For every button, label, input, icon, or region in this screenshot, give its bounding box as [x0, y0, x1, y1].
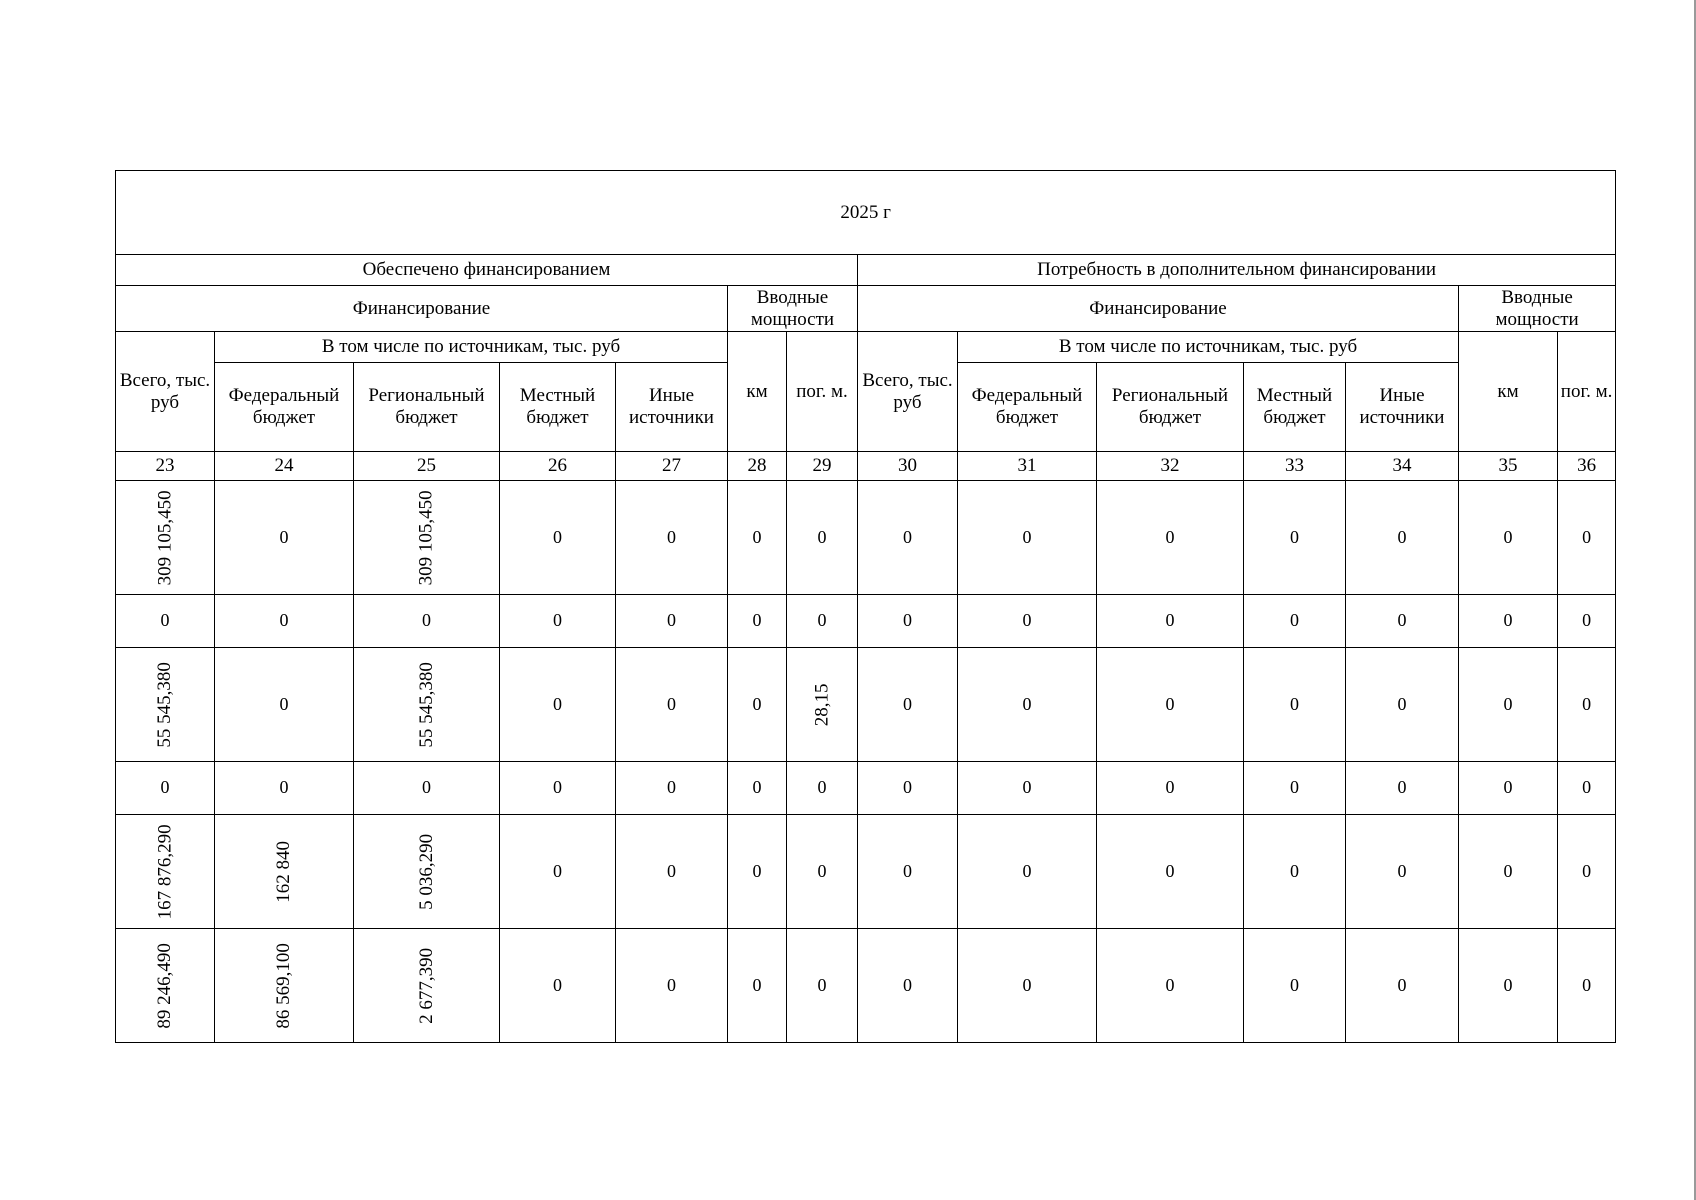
cell-value: 0	[1022, 526, 1032, 547]
table-cell	[616, 648, 728, 762]
table-cell	[958, 648, 1097, 762]
cell-value: 0	[1022, 777, 1032, 798]
table-cell	[354, 595, 500, 648]
cell-value: 0	[1165, 526, 1175, 547]
cell-value: 0	[1582, 610, 1592, 631]
col-local-secured: Местный бюджет	[500, 363, 616, 452]
table-cell	[1459, 648, 1558, 762]
column-number: 34	[1346, 452, 1459, 481]
column-number: 25	[354, 452, 500, 481]
cell-value: 0	[1503, 610, 1513, 631]
financing-table	[115, 170, 1616, 1043]
cell-value: 0	[667, 526, 676, 547]
column-number: 29	[787, 452, 858, 481]
column-number: 36	[1558, 452, 1616, 481]
table-cell	[787, 648, 858, 762]
cell-value: 0	[1165, 860, 1175, 881]
table-cell	[1346, 481, 1459, 595]
col-federal-needed: Федеральный бюджет	[958, 363, 1097, 452]
table-cell	[215, 481, 354, 595]
cell-value: 0	[160, 610, 170, 631]
column-number: 28	[728, 452, 787, 481]
cell-value: 0	[903, 693, 912, 714]
col-km-secured: км	[728, 332, 787, 452]
cell-value: 309 105,450	[154, 490, 176, 585]
cell-value: 0	[553, 974, 562, 995]
column-number: 30	[858, 452, 958, 481]
table-cell	[500, 762, 616, 815]
table-cell	[116, 595, 215, 648]
cell-value: 0	[553, 610, 562, 631]
table-cell	[500, 929, 616, 1043]
table-cell	[1244, 648, 1346, 762]
col-km-needed: км	[1459, 332, 1558, 452]
cell-value: 0	[1165, 974, 1175, 995]
cell-value: 0	[903, 610, 912, 631]
table-cell	[116, 481, 215, 595]
table-cell	[354, 929, 500, 1043]
table-cell	[958, 929, 1097, 1043]
table-row	[116, 648, 1616, 762]
col-local-needed: Местный бюджет	[1244, 363, 1346, 452]
table-cell	[787, 815, 858, 929]
cell-value: 0	[752, 777, 762, 798]
cell-value: 0	[422, 777, 431, 798]
table-cell	[728, 595, 787, 648]
cell-value: 0	[1022, 693, 1032, 714]
col-total-needed: Всего, тыс. руб	[858, 332, 958, 452]
cell-value: 0	[817, 610, 827, 631]
cell-value: 0	[279, 777, 289, 798]
cell-value: 0	[667, 610, 676, 631]
by-sources-secured: В том числе по источникам, тыс. руб	[215, 332, 728, 363]
cell-value: 0	[279, 610, 289, 631]
table-cell	[215, 648, 354, 762]
cell-value: 0	[1503, 974, 1513, 995]
table-row	[116, 815, 1616, 929]
col-regional-secured: Региональный бюджет	[354, 363, 500, 452]
cell-value: 0	[752, 526, 762, 547]
table-cell	[858, 815, 958, 929]
section-needed: Потребность в дополнительном финансировании	[858, 255, 1616, 286]
cell-value: 0	[1397, 777, 1407, 798]
table-cell	[787, 481, 858, 595]
cell-value: 0	[903, 860, 912, 881]
table-cell	[354, 648, 500, 762]
table-cell	[958, 815, 1097, 929]
table-cell	[1558, 762, 1616, 815]
table-cell	[858, 595, 958, 648]
table-cell	[1459, 762, 1558, 815]
table-cell	[215, 595, 354, 648]
table-cell	[1097, 595, 1244, 648]
cell-value: 0	[1582, 526, 1592, 547]
table-cell	[354, 815, 500, 929]
cell-value: 2 677,390	[415, 947, 437, 1024]
cell-value: 0	[752, 860, 762, 881]
cell-value: 0	[903, 526, 912, 547]
table-cell	[500, 481, 616, 595]
column-number: 33	[1244, 452, 1346, 481]
table-cell	[1346, 815, 1459, 929]
table-cell	[1346, 929, 1459, 1043]
table-cell	[858, 762, 958, 815]
cell-value: 0	[1397, 693, 1407, 714]
cell-value: 0	[553, 860, 562, 881]
table-cell	[728, 815, 787, 929]
table-cell	[215, 929, 354, 1043]
table-cell	[1244, 815, 1346, 929]
table-cell	[1097, 762, 1244, 815]
table-cell	[1097, 481, 1244, 595]
cell-value: 0	[1397, 526, 1407, 547]
cell-value: 0	[1503, 777, 1513, 798]
table-cell	[500, 595, 616, 648]
cell-value: 0	[1022, 974, 1032, 995]
table-cell	[116, 929, 215, 1043]
table-cell	[1459, 815, 1558, 929]
cell-value: 0	[422, 610, 431, 631]
table-cell	[215, 815, 354, 929]
table-row	[116, 762, 1616, 815]
table-cell	[500, 648, 616, 762]
table-cell	[1459, 595, 1558, 648]
table-cell	[1459, 481, 1558, 595]
cell-value: 0	[1290, 610, 1299, 631]
col-pogm-secured: пог. м.	[787, 332, 858, 452]
col-federal-secured: Федеральный бюджет	[215, 363, 354, 452]
cell-value: 0	[1582, 693, 1592, 714]
table-cell	[1459, 929, 1558, 1043]
cell-value: 0	[1290, 777, 1299, 798]
table-cell	[215, 762, 354, 815]
table-cell	[116, 815, 215, 929]
cell-value: 55 545,380	[415, 661, 437, 748]
cell-value: 0	[817, 526, 827, 547]
table-cell	[858, 929, 958, 1043]
cell-value: 0	[667, 777, 676, 798]
table-cell	[1244, 762, 1346, 815]
col-other-secured: Иные источники	[616, 363, 728, 452]
table-cell	[1244, 481, 1346, 595]
cell-value: 0	[667, 974, 676, 995]
table-cell	[787, 762, 858, 815]
cell-value: 0	[1022, 610, 1032, 631]
cell-value: 5 036,290	[415, 833, 437, 910]
table-cell	[958, 481, 1097, 595]
cell-value: 0	[752, 693, 762, 714]
col-regional-needed: Региональный бюджет	[1097, 363, 1244, 452]
table-cell	[616, 481, 728, 595]
data-rows	[116, 481, 1616, 1043]
cell-value: 0	[1290, 526, 1299, 547]
cell-value: 0	[1503, 860, 1513, 881]
table-cell	[1244, 595, 1346, 648]
cell-value: 0	[667, 693, 676, 714]
cell-value: 0	[1582, 860, 1592, 881]
cell-value: 89 246,490	[154, 942, 176, 1029]
column-number: 35	[1459, 452, 1558, 481]
cell-value: 0	[667, 860, 676, 881]
financing-header-secured: Финансирование	[116, 286, 728, 332]
table-cell	[958, 762, 1097, 815]
cell-value: 0	[1397, 974, 1407, 995]
cell-value: 0	[1165, 693, 1175, 714]
cell-value: 0	[1582, 777, 1592, 798]
cell-value: 0	[903, 974, 912, 995]
table-cell	[354, 481, 500, 595]
table-cell	[728, 648, 787, 762]
cell-value: 55 545,380	[154, 661, 176, 748]
column-number-row	[116, 452, 1616, 481]
cell-value: 28,15	[811, 683, 833, 726]
column-number: 27	[616, 452, 728, 481]
column-number: 24	[215, 452, 354, 481]
column-number: 31	[958, 452, 1097, 481]
table-cell	[616, 595, 728, 648]
table-cell	[787, 929, 858, 1043]
table-cell	[787, 595, 858, 648]
cell-value: 0	[553, 693, 562, 714]
column-number: 26	[500, 452, 616, 481]
cell-value: 0	[1290, 693, 1299, 714]
table-cell	[1558, 481, 1616, 595]
table-cell	[616, 815, 728, 929]
table-cell	[728, 929, 787, 1043]
cell-value: 0	[553, 526, 562, 547]
table-row	[116, 481, 1616, 595]
table-cell	[728, 481, 787, 595]
table-cell	[1097, 648, 1244, 762]
table-cell	[1097, 815, 1244, 929]
cell-value: 0	[1022, 860, 1032, 881]
table-cell	[616, 929, 728, 1043]
cell-value: 0	[160, 777, 170, 798]
cell-value: 309 105,450	[415, 490, 437, 585]
cell-value: 167 876,290	[154, 824, 176, 919]
table-cell	[354, 762, 500, 815]
cell-value: 0	[752, 610, 762, 631]
table-cell	[1558, 929, 1616, 1043]
cell-value: 0	[1165, 610, 1175, 631]
table-cell	[1346, 762, 1459, 815]
cell-value: 0	[1582, 974, 1592, 995]
table-cell	[1097, 929, 1244, 1043]
table-cell	[858, 648, 958, 762]
table-cell	[116, 762, 215, 815]
cell-value: 0	[1290, 974, 1299, 995]
col-pogm-needed: пог. м.	[1558, 332, 1616, 452]
capacity-header-needed: Вводные мощности	[1459, 286, 1616, 332]
col-other-needed: Иные источники	[1346, 363, 1459, 452]
capacity-header-secured: Вводные мощности	[728, 286, 858, 332]
table-cell	[1346, 595, 1459, 648]
cell-value: 0	[903, 777, 912, 798]
table-row	[116, 595, 1616, 648]
cell-value: 0	[1290, 860, 1299, 881]
cell-value: 162 840	[273, 840, 295, 903]
table-cell	[1346, 648, 1459, 762]
cell-value: 0	[279, 693, 289, 714]
cell-value: 0	[1397, 610, 1407, 631]
year-header: 2025 г	[116, 171, 1616, 255]
column-number: 23	[116, 452, 215, 481]
cell-value: 0	[817, 974, 827, 995]
section-secured: Обеспечено финансированием	[116, 255, 858, 286]
cell-value: 0	[1397, 860, 1407, 881]
table-cell	[616, 762, 728, 815]
cell-value: 0	[1503, 693, 1513, 714]
table-row	[116, 929, 1616, 1043]
cell-value: 0	[752, 974, 762, 995]
table-cell	[1558, 595, 1616, 648]
table-cell	[958, 595, 1097, 648]
table-cell	[1244, 929, 1346, 1043]
col-total-secured: Всего, тыс. руб	[116, 332, 215, 452]
table-cell	[500, 815, 616, 929]
column-number: 32	[1097, 452, 1244, 481]
cell-value: 0	[553, 777, 562, 798]
by-sources-needed: В том числе по источникам, тыс. руб	[958, 332, 1459, 363]
cell-value: 0	[1503, 526, 1513, 547]
table-cell	[1558, 648, 1616, 762]
cell-value: 86 569,100	[273, 942, 295, 1029]
cell-value: 0	[1165, 777, 1175, 798]
table-cell	[116, 648, 215, 762]
table-cell	[728, 762, 787, 815]
cell-value: 0	[279, 526, 289, 547]
table-cell	[858, 481, 958, 595]
table-cell	[1558, 815, 1616, 929]
cell-value: 0	[817, 860, 827, 881]
cell-value: 0	[817, 777, 827, 798]
financing-header-needed: Финансирование	[858, 286, 1459, 332]
